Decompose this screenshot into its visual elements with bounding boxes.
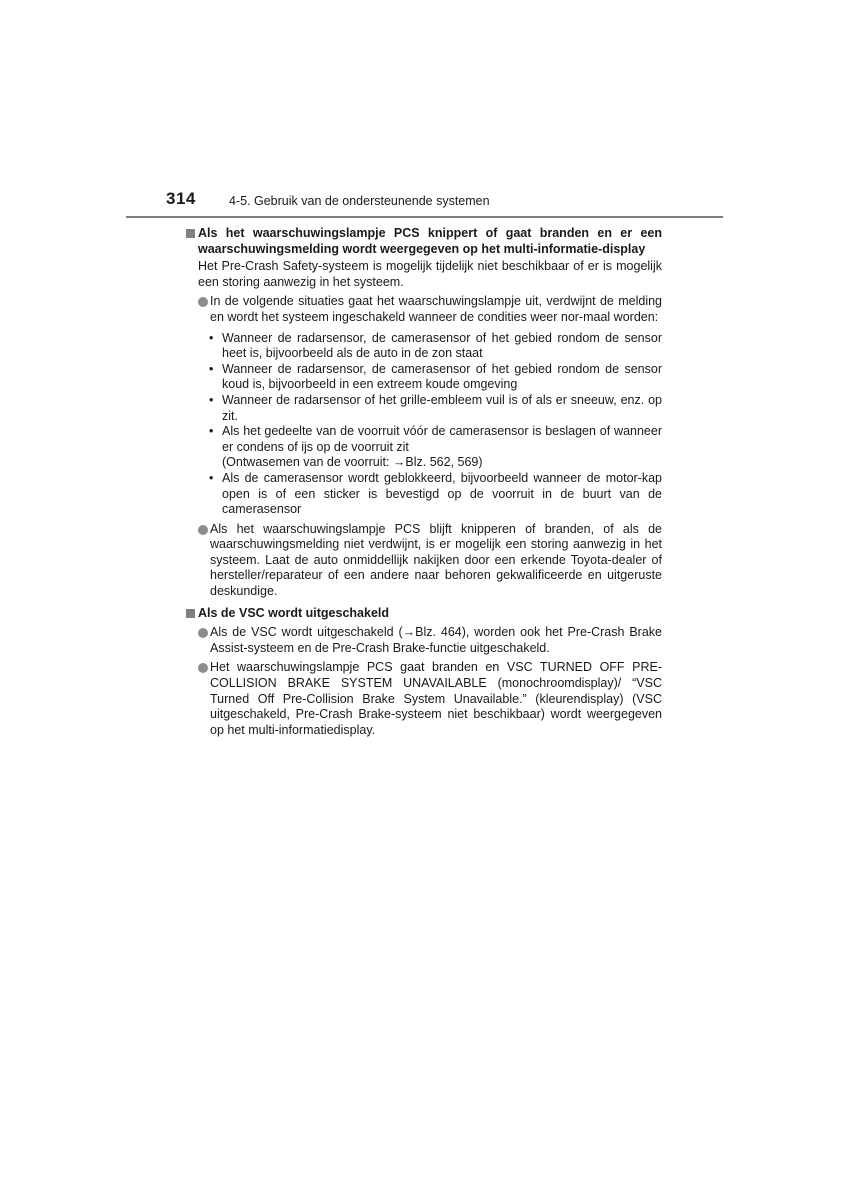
list-item bbox=[186, 294, 662, 517]
list-item-text: Als het waarschuwingslampje PCS blijft knipperen of branden, of als de waarschuwingsmelding niet verdwijnt, is er mogelijk een storing aanwezig in het systeem. Laat de auto onmiddellijk nakijken door een erkende Toyota-dealer of hersteller/reparateur of een andere naar behoren gekwalificeerde en uitgeruste deskundige. bbox=[210, 521, 662, 599]
sub-bullet-item bbox=[186, 331, 662, 362]
circle-bullet-icon bbox=[198, 628, 208, 638]
section-paragraph: Het Pre-Crash Safety-systeem is mogelijk tijdelijk niet beschikbaar of er is mogelijk een storing aanwezig in het systeem. bbox=[198, 259, 662, 289]
header-rule bbox=[126, 216, 723, 218]
sub-bullet-item bbox=[186, 471, 662, 518]
square-bullet-icon bbox=[186, 609, 195, 618]
section-heading bbox=[186, 606, 662, 622]
page-number: 314 bbox=[166, 189, 196, 208]
list-item-text: Het waarschuwingslampje PCS gaat branden en VSC TURNED OFF PRE-COLLISION BRAKE SYSTEM UNAVAILABLE (monochroomdisplay)/ “VSC Turned Off Pre-Collision Brake System Unavailable.” (kleurendisplay) (VSC uitgeschakeld, Pre-Crash Brake-systeem niet beschikbaar) wordt weergegeven op het multi-informatiedisplay. bbox=[210, 660, 662, 737]
circle-bullet-icon bbox=[198, 525, 208, 535]
square-bullet-icon bbox=[186, 229, 195, 238]
sub-bullet-list bbox=[186, 331, 662, 518]
circle-bullet-icon bbox=[198, 297, 208, 307]
sub-bullet-item bbox=[186, 393, 662, 424]
circle-bullet-icon bbox=[198, 663, 208, 673]
sub-bullet-text: Wanneer de radarsensor, de camerasensor of het gebied rondom de sensor heet is, bijvoorbeeld als de auto in de zon staat bbox=[222, 330, 662, 361]
dot-bullet-icon: • bbox=[209, 392, 214, 407]
section-pcs-warning bbox=[186, 226, 662, 600]
sub-bullet-item bbox=[186, 424, 662, 471]
list-item-text: In de volgende situaties gaat het waarschuwingslampje uit, verdwijnt de melding en wordt het systeem ingeschakeld wanneer de condities weer nor-maal worden: bbox=[210, 294, 662, 324]
sub-bullet-text: Wanneer de radarsensor of het grille-embleem vuil is of als er sneeuw, enz. op zit. bbox=[222, 392, 662, 423]
list-item bbox=[186, 625, 662, 656]
list-item bbox=[186, 522, 662, 600]
dot-bullet-icon: • bbox=[209, 361, 214, 376]
section-heading-text: Als de VSC wordt uitgeschakeld bbox=[198, 605, 390, 620]
sub-bullet-text: Als het gedeelte van de voorruit vóór de camerasensor is beslagen of wanneer er condens of ijs op de voorruit zit bbox=[222, 424, 662, 454]
sub-bullet-text: Als de camerasensor wordt geblokkeerd, bijvoorbeeld wanneer de motor-kap open is of een sticker is bevestigd op de voorruit in de buurt van de camerasensor bbox=[222, 470, 662, 517]
section-heading-text: Als het waarschuwingslampje PCS knippert of gaat branden en er een waarschuwingsmelding wordt weergegeven op het multi-informatie-display bbox=[198, 226, 662, 256]
dot-bullet-icon: • bbox=[209, 330, 214, 345]
sub-bullet-text: Wanneer de radarsensor, de camerasensor of het gebied rondom de sensor koud is, bijvoorbeeld in een extreem koude omgeving bbox=[222, 361, 662, 392]
section-title: 4-5. Gebruik van de ondersteunende systemen bbox=[229, 194, 490, 208]
sub-bullet-item bbox=[186, 362, 662, 393]
dot-bullet-icon: • bbox=[209, 470, 214, 485]
section-heading bbox=[186, 226, 662, 257]
page-header bbox=[0, 0, 848, 220]
sub-bullet-note: (Ontwasemen van de voorruit: →Blz. 562, 569) bbox=[222, 455, 483, 470]
dot-bullet-icon: • bbox=[209, 424, 214, 439]
list-item bbox=[186, 660, 662, 738]
page-content bbox=[186, 226, 662, 738]
section-vsc-off bbox=[186, 606, 662, 739]
list-item-text: Als de VSC wordt uitgeschakeld (→Blz. 464), worden ook het Pre-Crash Brake Assist-systeem en de Pre-Crash Brake-functie uitgeschakeld. bbox=[210, 625, 662, 655]
